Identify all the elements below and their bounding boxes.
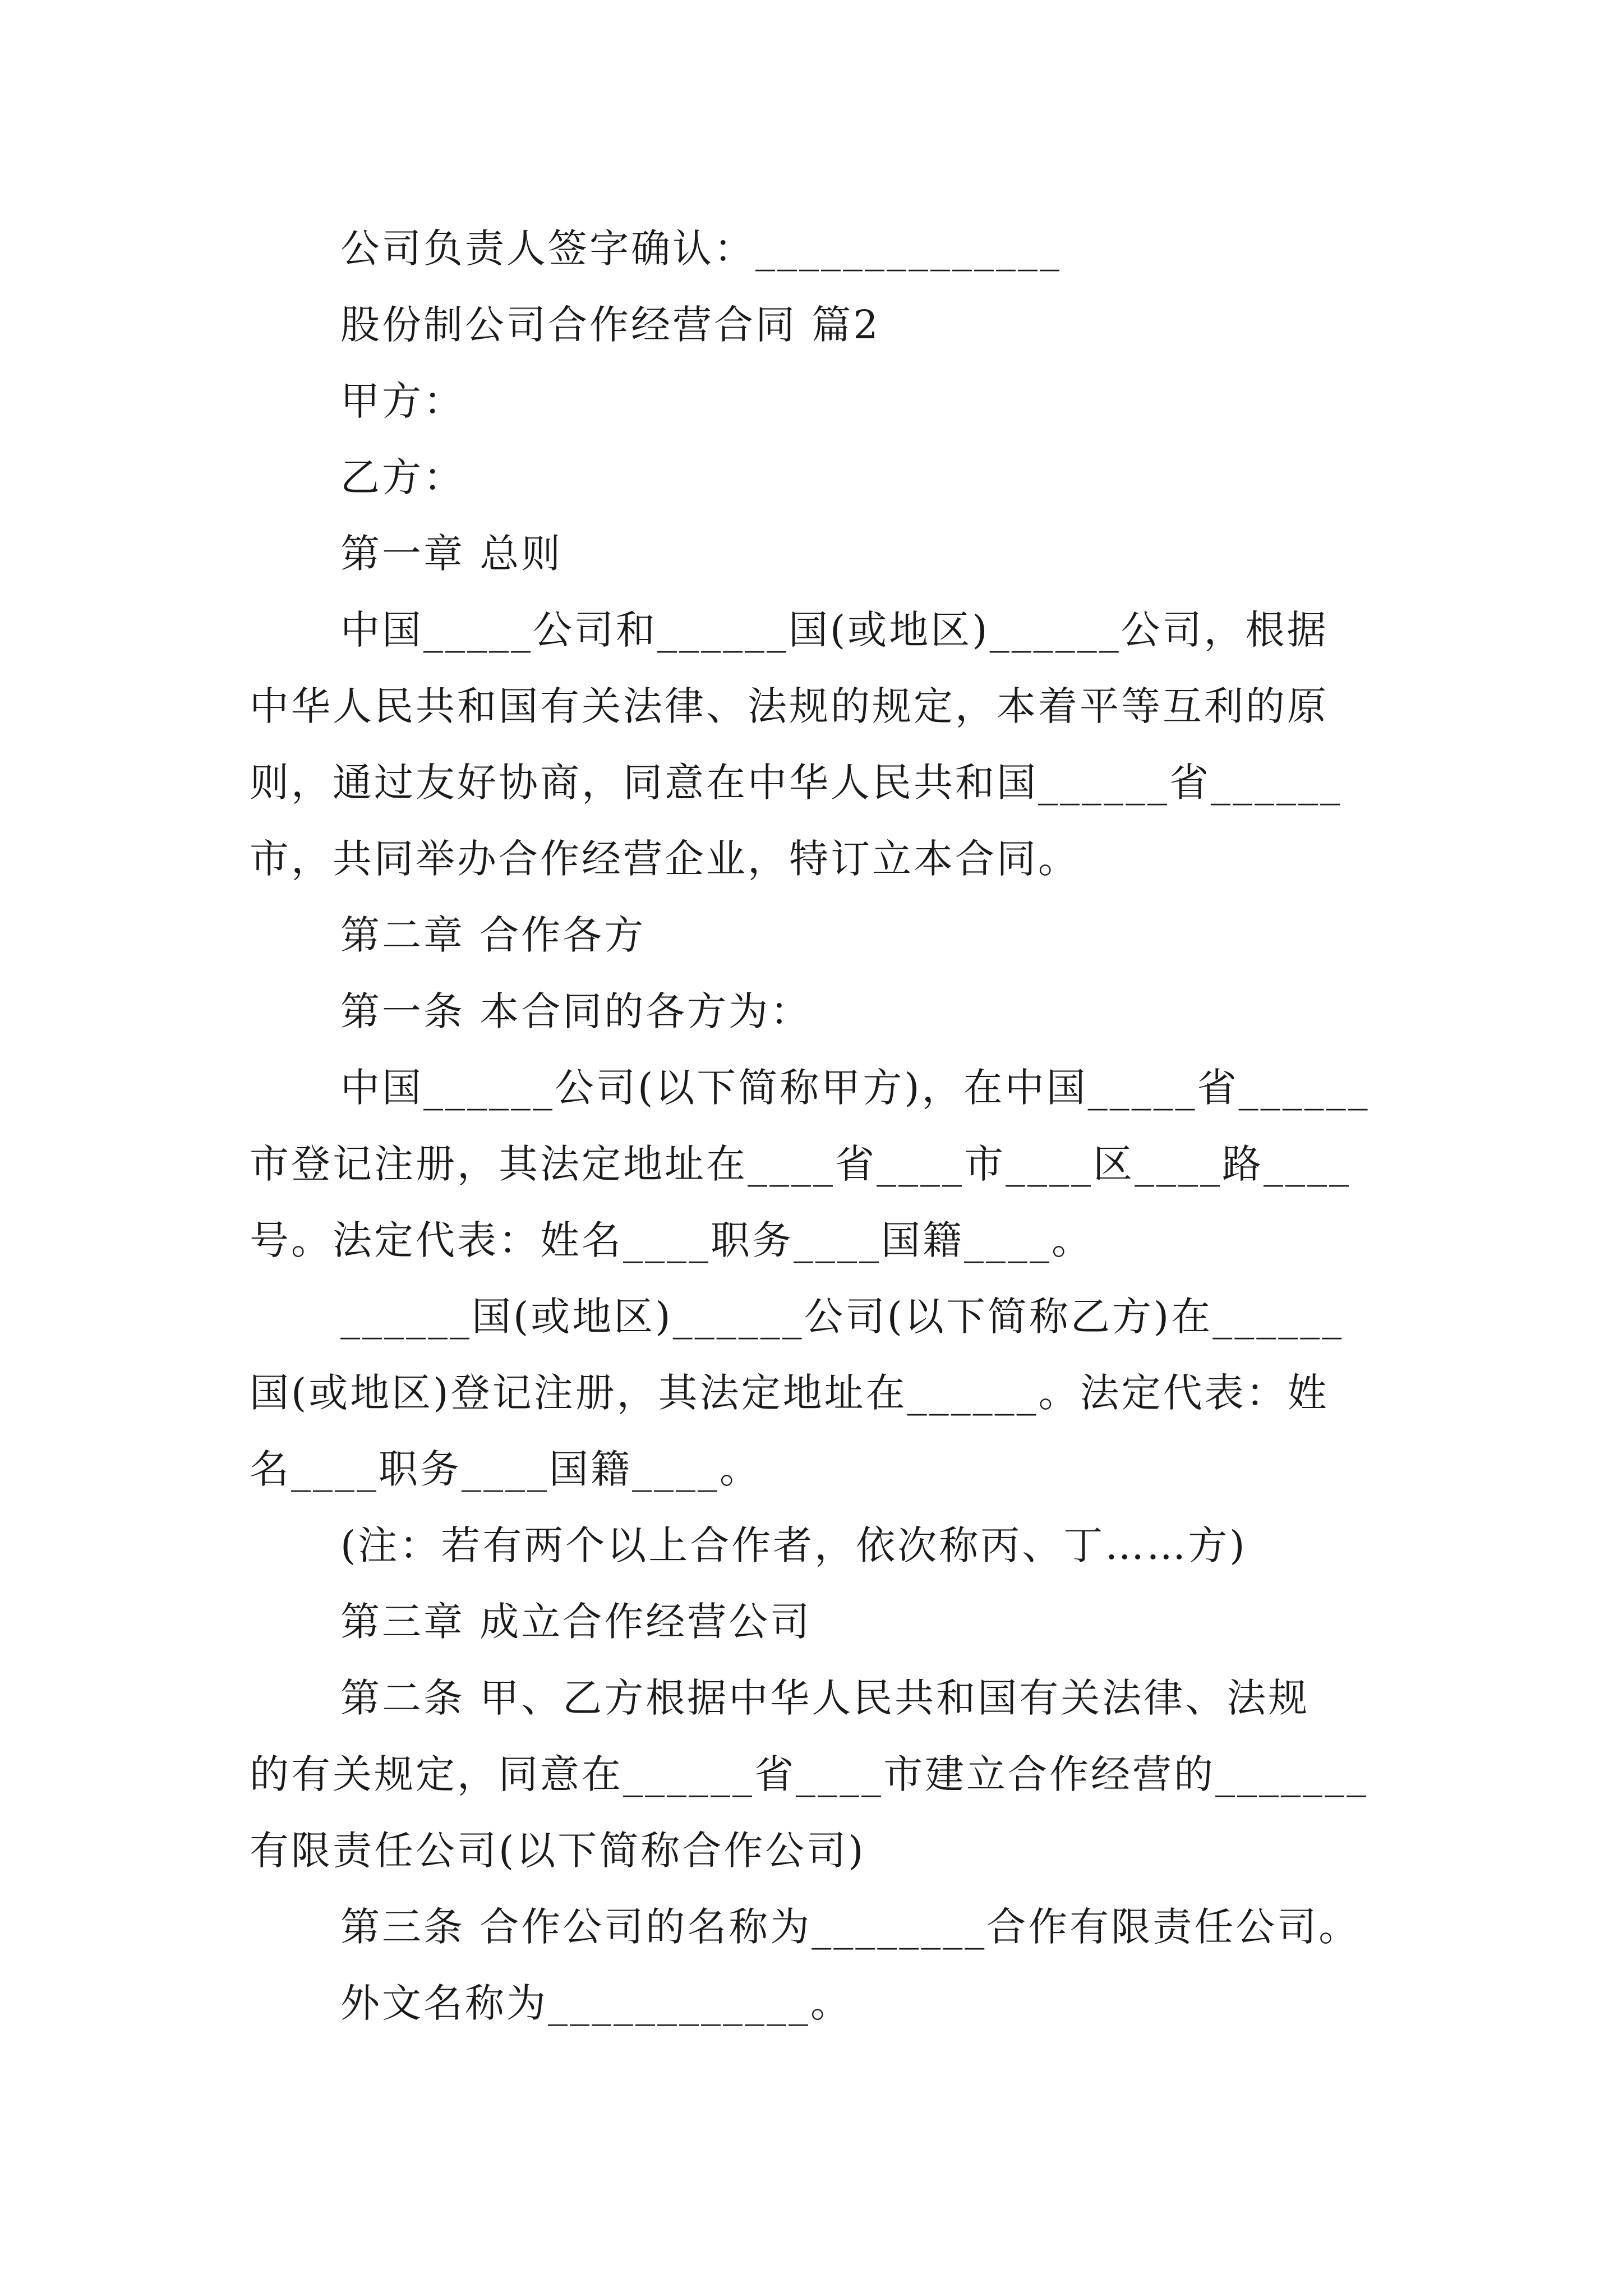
paragraph-line: 名____职务____国籍____。 bbox=[250, 1446, 761, 1492]
paragraph-line: 第三条 合作公司的名称为________合作有限责任公司。 bbox=[340, 1904, 1361, 1950]
paragraph-line: 市，共同举办合作经营企业，特订立本合同。 bbox=[250, 836, 1080, 882]
paragraph-line: ______国(或地区)______公司(以下简称乙方)在______ bbox=[340, 1294, 1344, 1340]
paragraph-line: 中国_____公司和______国(或地区)______公司，根据 bbox=[340, 607, 1329, 653]
paragraph-line: 的有关规定，同意在______省____市建立合作经营的_______ bbox=[250, 1751, 1368, 1797]
paragraph-line: 外文名称为____________。 bbox=[340, 1980, 852, 2026]
paragraph-line: 第二条 甲、乙方根据中华人民共和国有关法律、法规 bbox=[340, 1675, 1310, 1721]
contract-title: 股份制公司合作经营合同 篇2 bbox=[340, 302, 880, 348]
chapter-heading: 第三章 成立合作经营公司 bbox=[340, 1599, 812, 1645]
signature-line: 公司负责人签字确认：______________ bbox=[340, 226, 1062, 272]
paragraph-line: 中华人民共和国有关法律、法规的规定，本着平等互利的原 bbox=[250, 683, 1329, 729]
chapter-heading: 第一章 总则 bbox=[340, 531, 563, 577]
note-line: (注：若有两个以上合作者，依次称丙、丁……方) bbox=[340, 1522, 1247, 1568]
party-a-line: 甲方： bbox=[340, 378, 465, 424]
paragraph-line: 中国______公司(以下简称甲方)，在中国_____省______ bbox=[340, 1065, 1370, 1111]
paragraph-line: 国(或地区)登记注册，其法定地址在______。法定代表：姓 bbox=[250, 1370, 1329, 1416]
party-b-line: 乙方： bbox=[340, 454, 465, 500]
paragraph-line: 号。法定代表：姓名____职务____国籍____。 bbox=[250, 1217, 1093, 1263]
paragraph-line: 有限责任公司(以下简称合作公司) bbox=[250, 1828, 866, 1874]
document-body bbox=[250, 210, 1391, 2041]
article-heading: 第一条 本合同的各方为： bbox=[340, 988, 812, 1034]
paragraph-line: 则，通过友好协商，同意在中华人民共和国______省______ bbox=[250, 760, 1342, 806]
chapter-heading: 第二章 合作各方 bbox=[340, 912, 646, 958]
paragraph-line: 市登记注册，其法定地址在____省____市____区____路____ bbox=[250, 1141, 1351, 1187]
